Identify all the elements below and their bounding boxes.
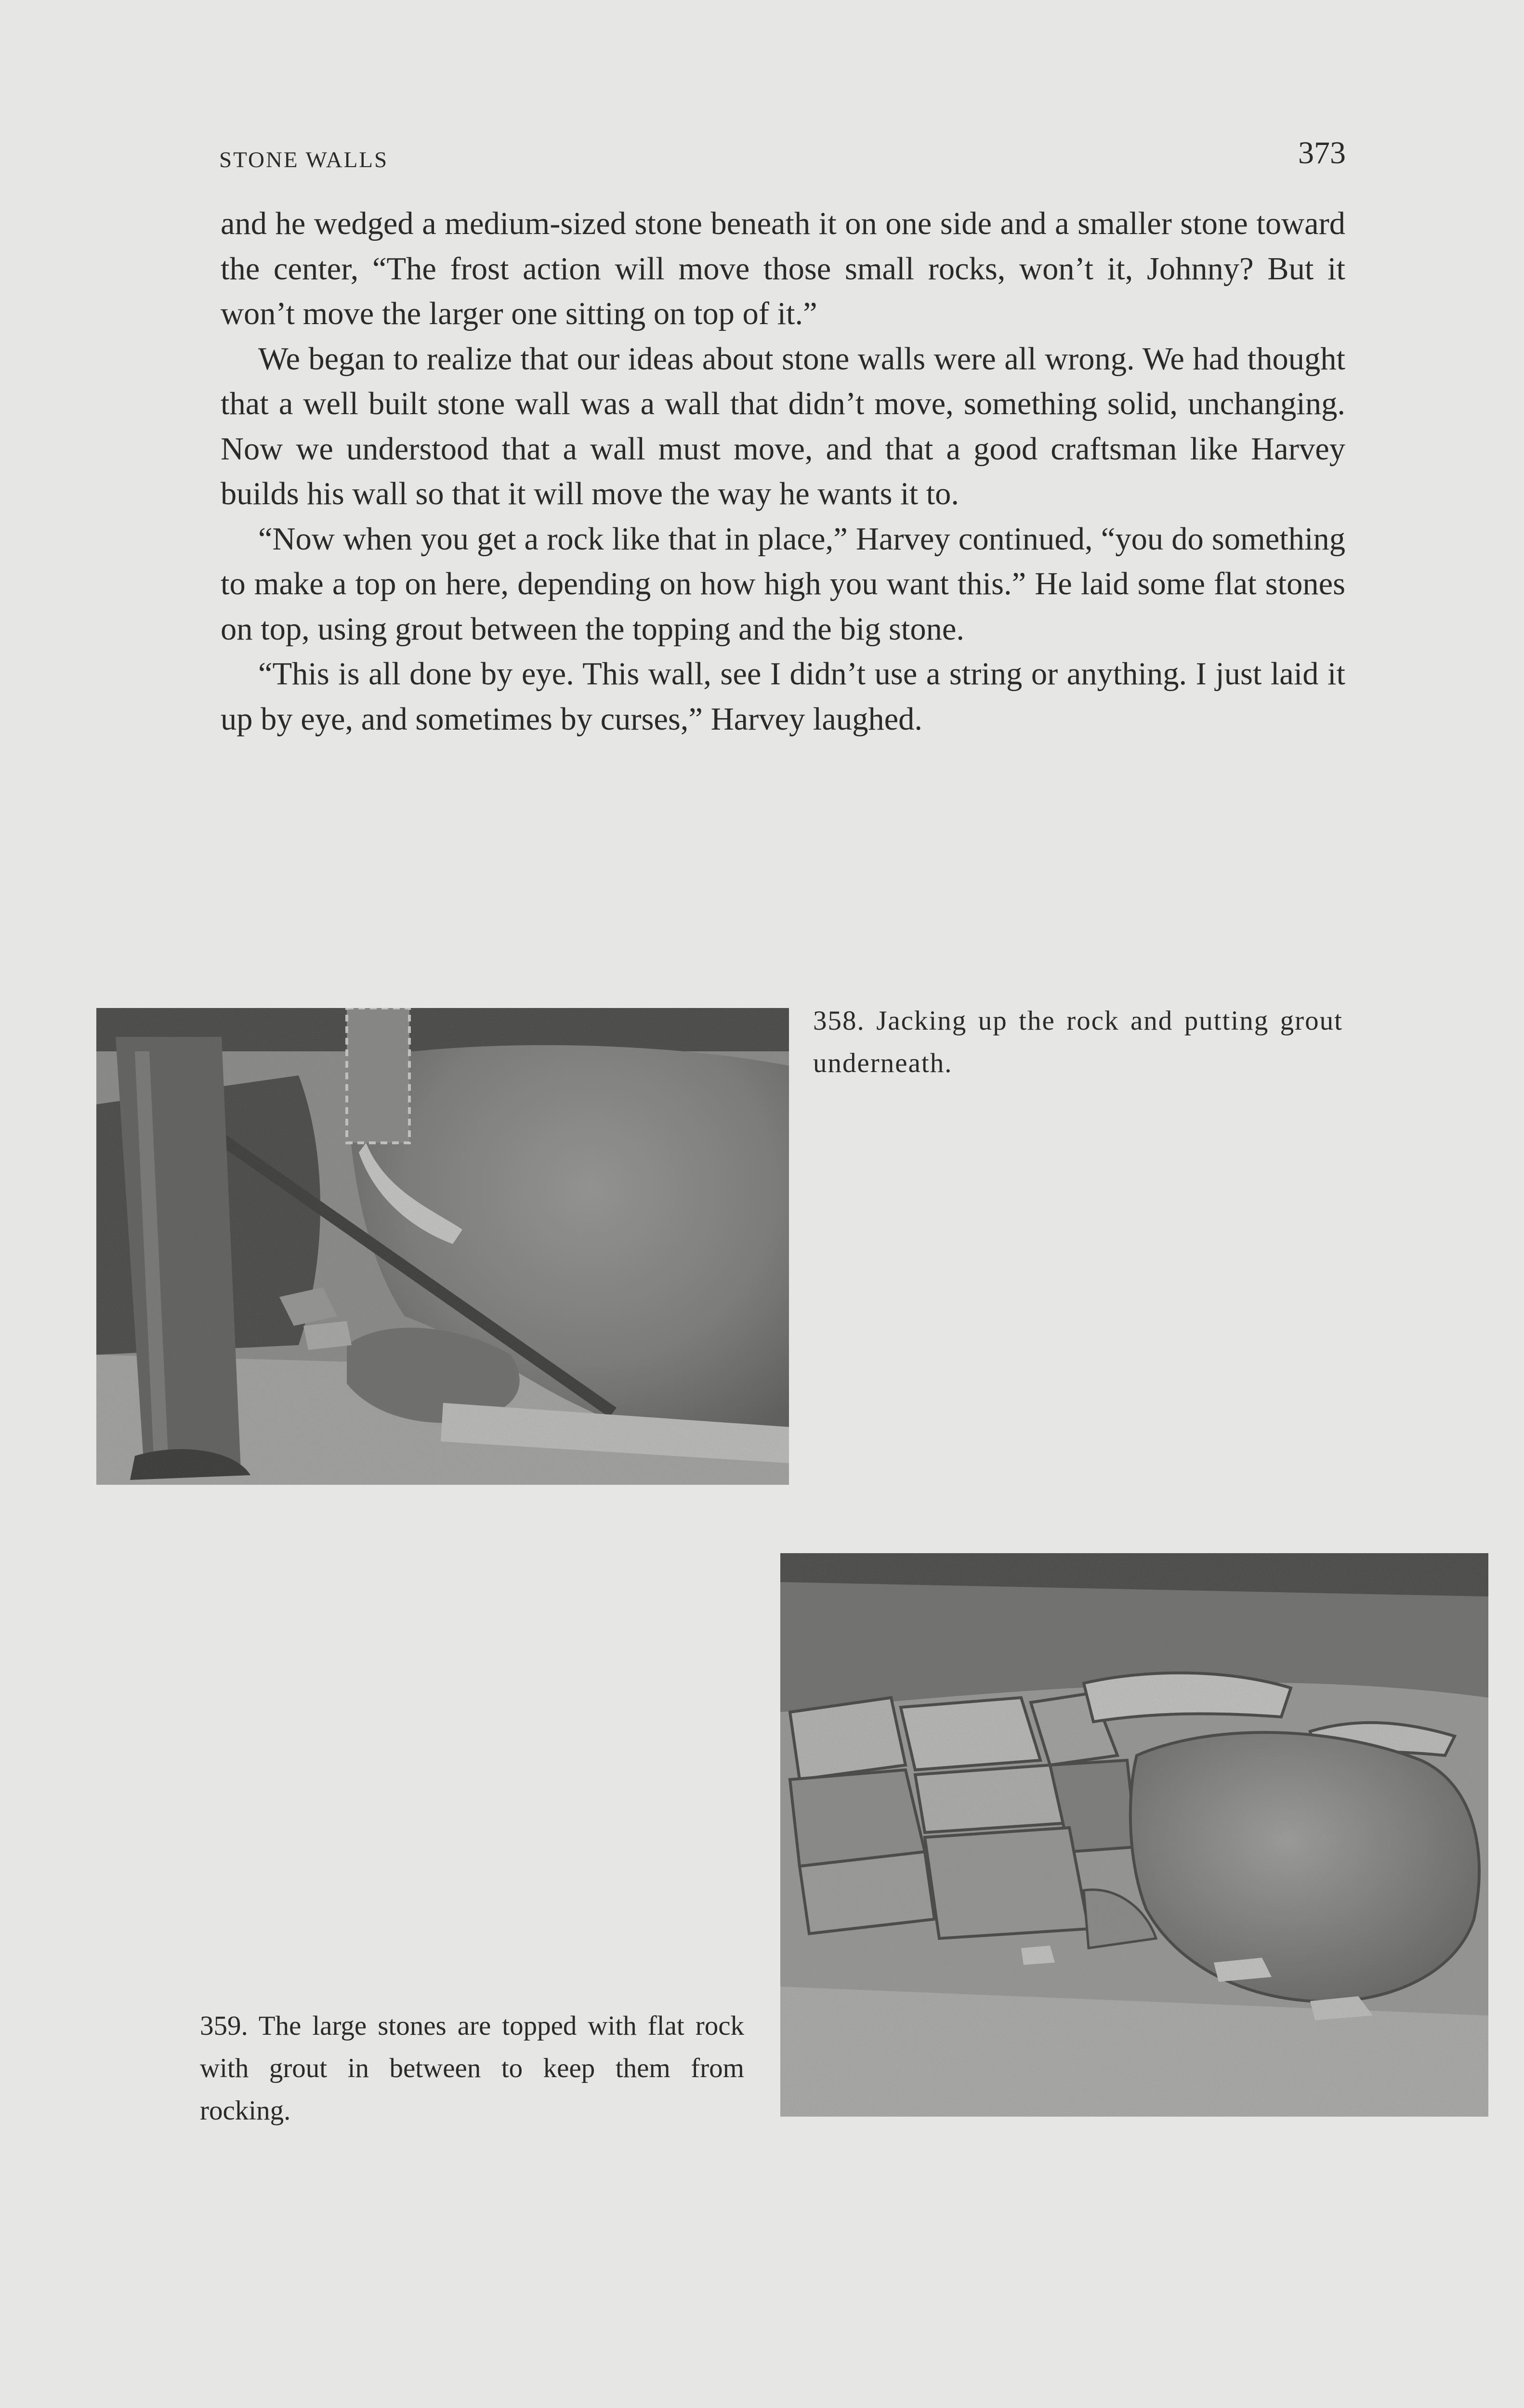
paragraph: “Now when you get a rock like that in place,” Harvey continued, “you do something to make a top on here, depending on how high you want this.” He laid some flat stones on top, using grout between the topping and the big stone. <box>221 521 1345 647</box>
paragraph: “This is all done by eye. This wall, see I didn’t use a string or anything. I just laid it up by eye, and sometimes by curses,” Harvey laughed. <box>221 656 1345 737</box>
paragraph: We began to realize that our ideas about stone walls were all wrong. We had thought that a well built stone wall was a wall that didn’t move, something solid, unchanging. Now we understood that a wall must move, and that a good craftsman like Harvey builds his wall so that it will move the way he wants it to. <box>221 341 1345 511</box>
figure-359-caption: 359. The large stones are topped with flat rock with grout in between to keep them from rocking. <box>200 2011 744 2126</box>
photo-jacking-rock-icon <box>96 1008 789 1485</box>
paragraph: and he wedged a medium-sized stone beneath it on one side and a smaller stone toward the center, “The frost action will move those small rocks, won’t it, Johnny? But it won’t move the larger one sitting on top of it.” <box>221 206 1345 331</box>
running-head: STONE WALLS <box>219 147 389 172</box>
figure-358-caption: 358. Jacking up the rock and putting grout underneath. <box>813 1006 1343 1078</box>
body-text <box>221 201 1345 742</box>
figure-359-photo <box>780 1553 1488 2117</box>
photo-stone-wall-icon <box>780 1553 1488 2117</box>
figure-358-photo <box>96 1008 789 1485</box>
page-number: 373 <box>1298 135 1346 170</box>
